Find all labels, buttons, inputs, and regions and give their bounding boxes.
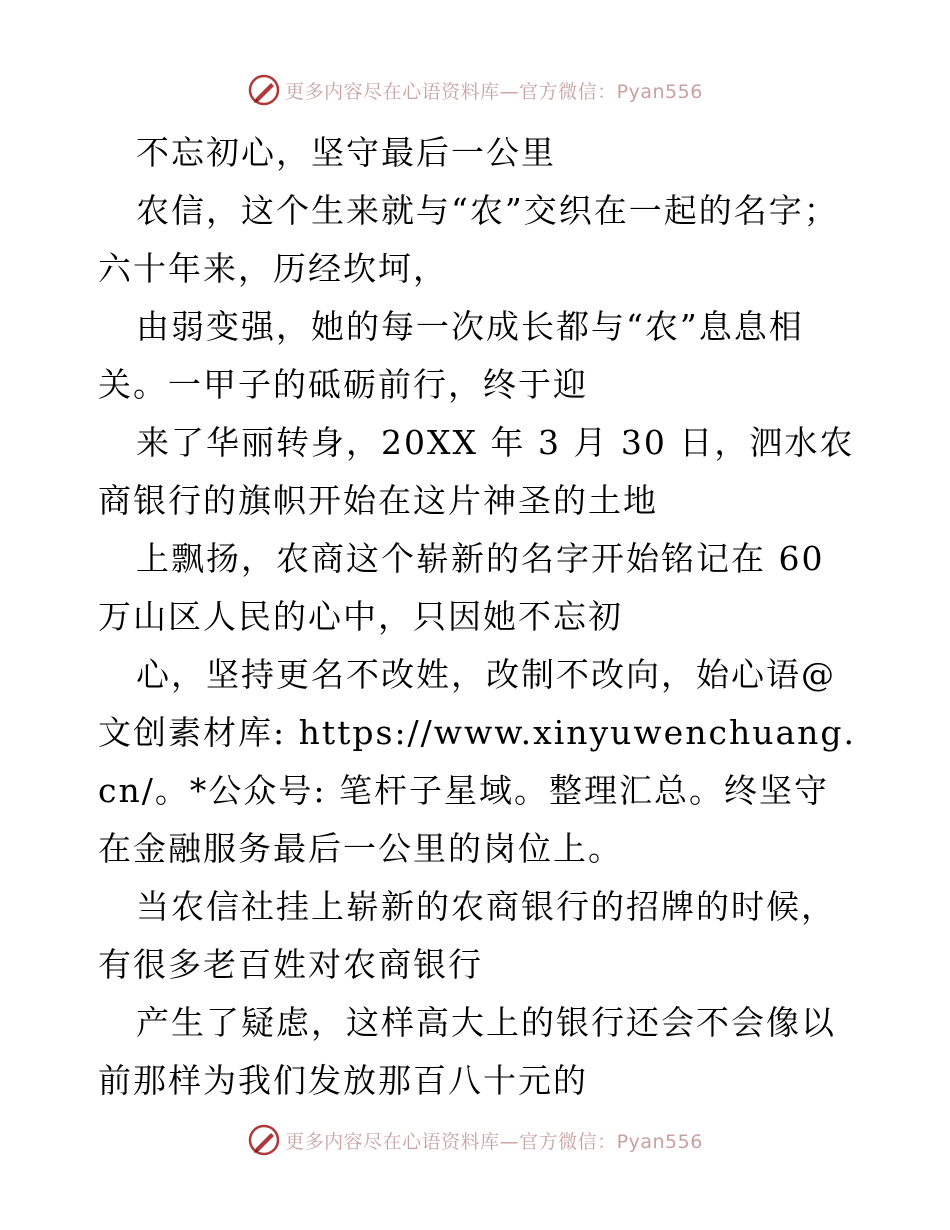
footer-banner-text: 更多内容尽在心语资料库—官方微信：Pyan556 [285, 1130, 703, 1153]
paragraph: 农信，这个生来就与“农”交织在一起的名字；六十年来，历经坎坷， [98, 191, 839, 288]
paragraph: 当农信社挂上崭新的农商银行的招牌的时候，有很多老百姓对农商银行 [98, 887, 836, 984]
document-body [98, 124, 858, 1110]
paragraph: 不忘初心，坚守最后一公里 [136, 133, 556, 172]
paragraph: 产生了疑虑，这样高大上的银行还会不会像以前那样为我们发放那百八十元的 [98, 1003, 836, 1100]
header-banner-text: 更多内容尽在心语资料库—官方微信：Pyan556 [285, 80, 703, 103]
paragraph: 由弱变强，她的每一次成长都与“农”息息相关。一甲子的砥砺前行，终于迎 [98, 307, 804, 404]
paragraph: 心，坚持更名不改姓，改制不改向，始心语@文创素材库: https://www.xinyuwenchuang.cn/。*公众号: 笔杆子星域。整理汇总。终坚守在金融服务最后一公里的岗位上。 [98, 655, 856, 868]
pen-seal-icon [247, 73, 281, 107]
footer-banner [0, 1120, 950, 1160]
paragraph: 来了华丽转身，20XX 年 3 月 30 日，泗水农商银行的旗帜开始在这片神圣的土地 [98, 423, 855, 520]
header-banner [0, 70, 950, 110]
pen-seal-icon [247, 1123, 281, 1157]
paragraph: 上飘扬，农商这个崭新的名字开始铭记在 60 万山区人民的心中，只因她不忘初 [98, 539, 825, 636]
